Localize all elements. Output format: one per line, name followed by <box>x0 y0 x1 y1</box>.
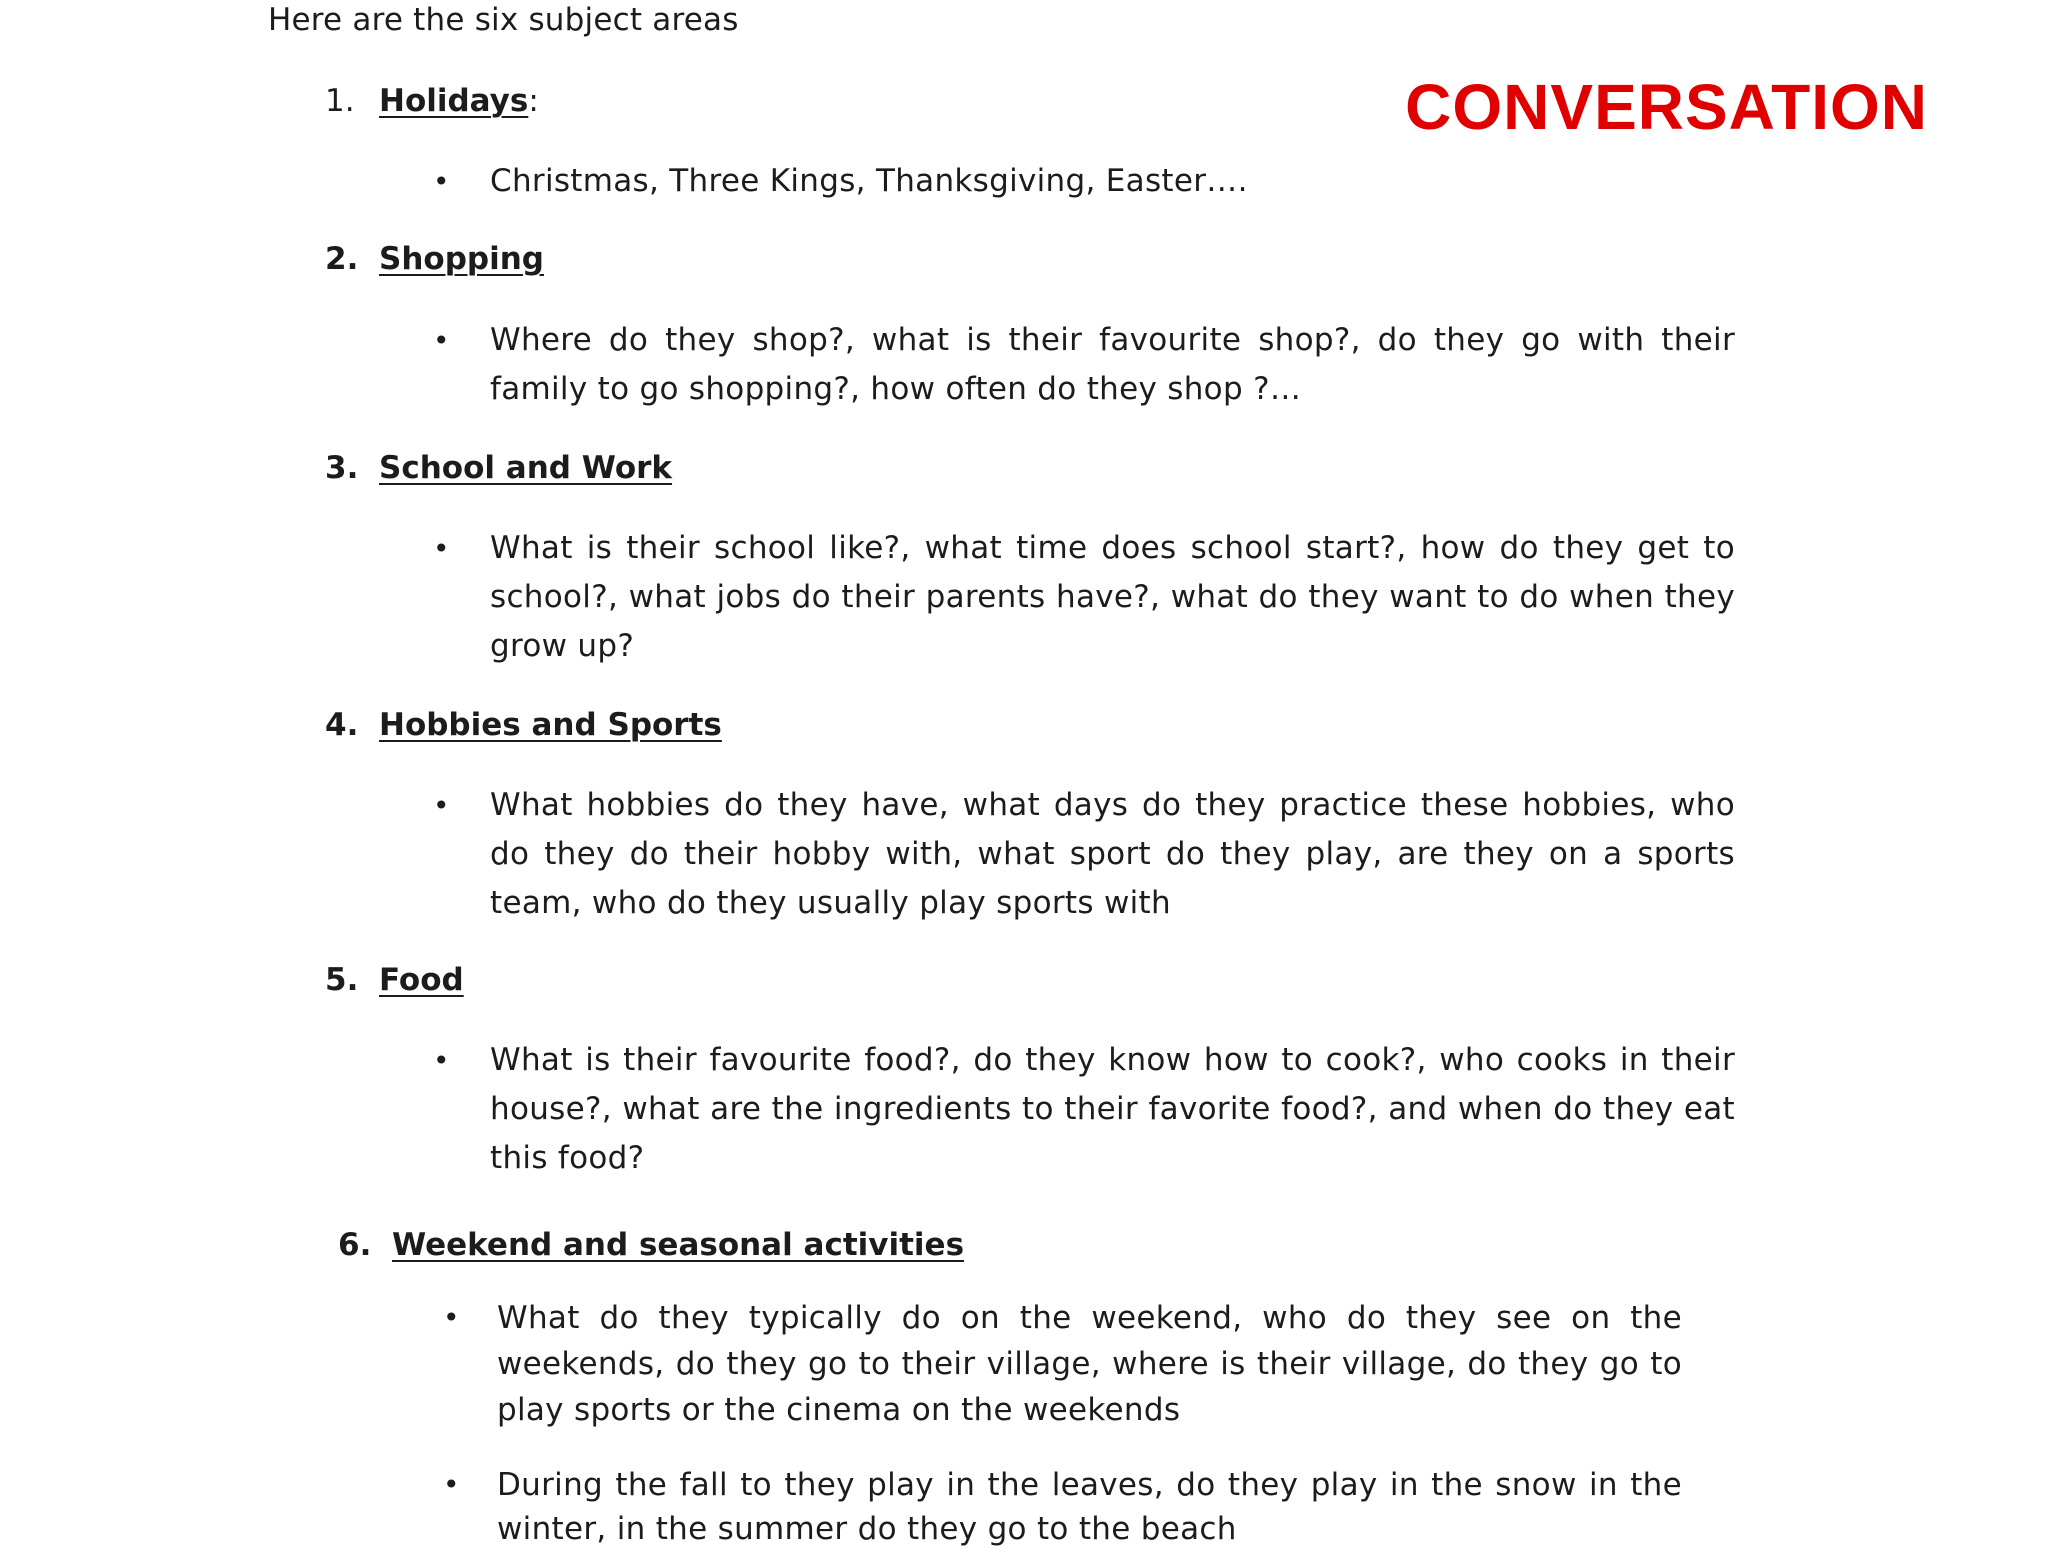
bullet-icon: • <box>443 1468 460 1501</box>
section-title: Weekend and seasonal activities <box>392 1227 965 1263</box>
list-item: Christmas, Three Kings, Thanksgiving, Easter…. <box>490 163 1248 199</box>
bullet-icon: • <box>433 1044 450 1077</box>
section-title: Holidays <box>379 83 529 119</box>
bullet-icon: • <box>433 165 450 198</box>
section-title: Hobbies and Sports <box>379 707 722 743</box>
list-item: What is their school like?, what time does school start?, how do they get to school?, what jobs do their parents have?, what do they want to do when they grow up? <box>490 530 1735 664</box>
section-heading-hobbies-and-sports <box>325 707 722 743</box>
section-heading-school-and-work <box>325 450 672 486</box>
bullet-icon: • <box>433 532 450 565</box>
list-item: What hobbies do they have, what days do they practice these hobbies, who do they do their hobby with, what sport do they play, are they on a sports team, who do they usually play sports with <box>490 787 1735 921</box>
section-number: 3. <box>325 450 359 486</box>
list-item: Where do they shop?, what is their favourite shop?, do they go with their family to go shopping?, how often do they shop ?… <box>490 322 1735 407</box>
section-title-suffix: : <box>528 83 539 119</box>
list-item: What do they typically do on the weekend, who do they see on the weekends, do they go to their village, where is their village, do they go to play sports or the cinema on the weekends <box>497 1300 1682 1428</box>
section-number: 2. <box>325 241 359 277</box>
intro-text: Here are the six subject areas <box>268 2 739 38</box>
bullet-icon: • <box>433 789 450 822</box>
list-item: What is their favourite food?, do they know how to cook?, who cooks in their house?, what are the ingredients to their favorite food?, and when do they eat this food? <box>490 1042 1735 1176</box>
section-title: School and Work <box>379 450 673 486</box>
section-heading-shopping <box>325 241 544 277</box>
bullet-icon: • <box>443 1301 460 1334</box>
section-title: Food <box>379 962 464 998</box>
section-number: 5. <box>325 962 359 998</box>
bullet-icon: • <box>433 324 450 357</box>
section-number: 4. <box>325 707 359 743</box>
section-heading-food <box>325 962 464 998</box>
section-number: 1. <box>325 83 355 119</box>
list-item: During the fall to they play in the leaves, do they play in the snow in the winter, in the summer do they go to the beach <box>497 1467 1682 1547</box>
section-title: Shopping <box>379 241 544 277</box>
section-heading-holidays <box>325 83 539 119</box>
section-number: 6. <box>338 1227 372 1263</box>
section-heading-weekend-and-seasonal-activities <box>338 1227 964 1263</box>
conversation-badge: CONVERSATION <box>1405 71 1928 143</box>
